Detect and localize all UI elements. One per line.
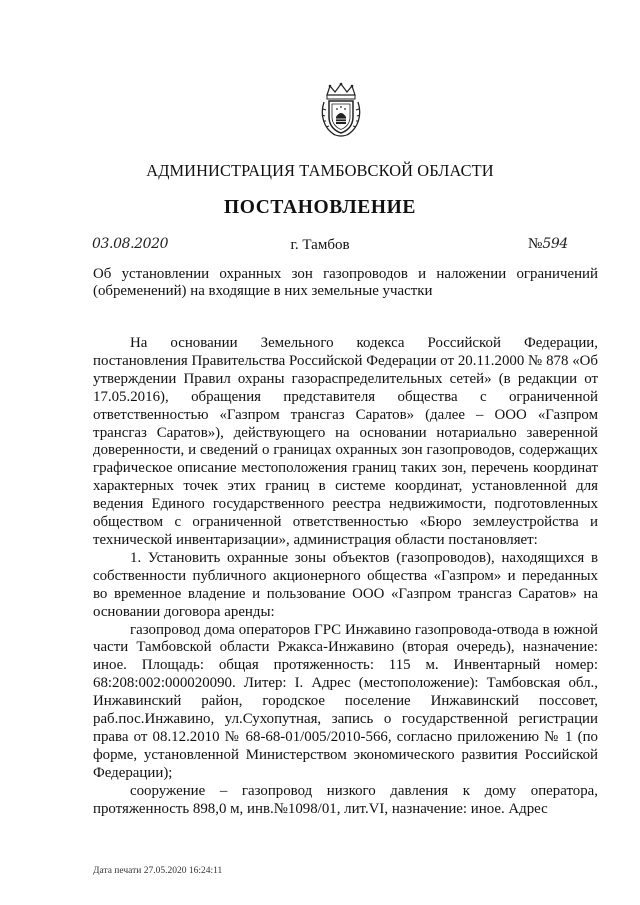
print-date-footer: Дата печати 27.05.2020 16:24:11 [93, 866, 223, 876]
document-subject: Об установлении охранных зон газопроводов и наложении ограничений (обременений) на входящие в них земельные участки [93, 266, 598, 299]
document-type-title: ПОСТАНОВЛЕНИЕ [223, 197, 417, 218]
body-paragraph: сооружение – газопровод низкого давления к дому оператора, протяженность 898,0 м, инв.№1098/01, лит.VI, назначение: иное. Адрес [93, 782, 598, 817]
document-body [93, 335, 598, 818]
body-paragraph: 1. Установить охранные зоны объектов (газопроводов), находящихся в собственности публичного акционерного общества «Газпром» и переданных во временное владение и пользование ООО «Газпром трансгаз Саратов» на основании договора аренды: [93, 549, 598, 620]
number-sign: № [528, 236, 543, 252]
handwritten-number: 594 [542, 236, 568, 252]
body-paragraph: На основании Земельного кодекса Российской Федерации, постановления Правительства Российской Федерации от 20.11.2000 № 878 «Об утверждении Правил охраны газораспределительных сетей» (в редакции от 17.05.2016), обращения представителя общества с ограниченной ответственностью «Газпром трансгаз Саратов» (далее – ООО «Газпром трансгаз Саратов»), действующего на основании нотариально заверенной доверенности, и сведений о границах охранных зон газопроводов, содержащих графическое описание местоположения границ таких зон, перечень координат характерных точек этих границ в системе координат, установленной для ведения Единого государственного реестра недвижимости, подготовленных обществом с ограниченной ответственностью «Бюро землеустройства и технической инвентаризации», администрация области постановляет: [93, 335, 598, 548]
handwritten-date: 03.08.2020 [92, 236, 169, 252]
body-paragraph: газопровод дома операторов ГРС Инжавино газопровода-отвода в южной части Тамбовской области Ржакса-Инжавино (вторая очередь), назначение: иное. Площадь: общая протяженность: 115 м. Инвентарный номер: 68:208:002:000020090. Литер: I. Адрес (местоположение): Тамбовская обл., Инжавинский район, городское поселение Инжавинский поссовет, раб.пос.Инжавино, ул.Сухопутная, запись о государственной регистрации права от 08.12.2010 № 68-68-01/005/2010-566, согласно приложению № 1 (по форме, установленной Министерством экономического развития Российской Федерации); [93, 621, 598, 781]
tambov-coat-of-arms-icon [319, 82, 363, 138]
document-number [528, 236, 568, 253]
city-label: г. Тамбов [290, 237, 350, 253]
organization-title: АДМИНИСТРАЦИЯ ТАМБОВСКОЙ ОБЛАСТИ [146, 161, 494, 180]
